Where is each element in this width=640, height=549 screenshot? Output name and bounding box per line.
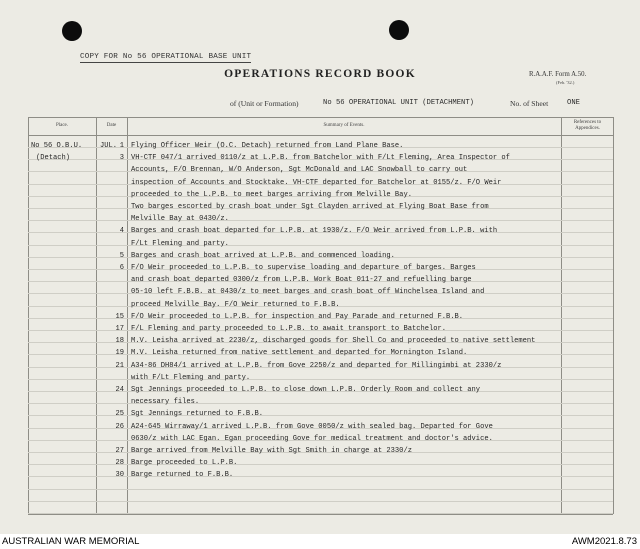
date-summary-divider (127, 117, 128, 514)
entry-day: 24 (115, 386, 124, 394)
entry-text-line: A34-86 DH84/1 arrived at L.P.B. from Gove 2250/z and departed for Millingimbi at 2330/z (131, 362, 502, 370)
unit-label: of (Unit or Formation) (230, 99, 299, 108)
entry-day: 4 (119, 227, 124, 235)
entry-text-line: inspection of Accounts and Stocktake. VH-CTF departed for Batchelor at 0155/z. F/O Weir (131, 179, 502, 187)
entry-text-line: Accounts, F/O Brennan, W/O Anderson, Sgt McDonald and LAC Snowball to carry out (131, 166, 468, 174)
entry-text-line: Barges and crash boat arrived at L.P.B. and commenced loading. (131, 252, 395, 260)
entry-day: 15 (115, 313, 124, 321)
entry-day: 26 (115, 423, 124, 431)
month: JUL. (100, 142, 118, 150)
place-line-2: (Detach) (36, 154, 71, 162)
entry-day: 5 (119, 252, 124, 260)
entry-day: 28 (115, 459, 124, 467)
place-line-1: No 56 O.B.U. (31, 142, 83, 150)
ruled-line (28, 513, 613, 514)
ruled-line (28, 489, 613, 490)
table-left-border (28, 117, 29, 514)
entry-text-line: F/Lt Fleming and party. (131, 240, 229, 248)
entry-text-line: proceeded to the L.P.B. to meet barges arriving from Melville Bay. (131, 191, 412, 199)
entry-day: 1 (119, 142, 124, 150)
unit-value: No 56 OPERATIONAL UNIT (DETACHMENT) (323, 99, 474, 107)
entry-text-line: with F/Lt Fleming and party. (131, 374, 251, 382)
table-top-border (28, 117, 613, 118)
entry-text-line: necessary files. (131, 398, 200, 406)
table-right-border (613, 117, 614, 514)
form-number: R.A.A.F. Form A.50. (529, 71, 587, 78)
punch-hole-right (389, 20, 409, 40)
entry-text-line: Barge proceeded to L.P.B. (131, 459, 238, 467)
entry-text-line: Sgt Jennings returned to F.B.B. (131, 410, 263, 418)
entry-day: 21 (115, 362, 124, 370)
entry-text-line: Sgt Jennings proceeded to L.P.B. to close down L.P.B. Orderly Room and collect any (131, 386, 481, 394)
entry-text-line: M.V. Leisha arrived at 2230/z, discharged goods for Shell Co and proceeded to native settlement (131, 337, 536, 345)
sheet-number: ONE (567, 99, 580, 107)
footer (0, 534, 640, 549)
entry-text-line: M.V. Leisha returned from native settlement and departed for Mornington Island. (131, 349, 468, 357)
entry-day: 19 (115, 349, 124, 357)
entry-day: 25 (115, 410, 124, 418)
entry-text-line: Barge arrived from Melville Bay with Sgt Smith in charge at 2330/z (131, 447, 412, 455)
entry-text-line: A24-645 Wirraway/1 arrived L.P.B. from Gove 0050/z with sealed bag. Departed for Gove (131, 423, 493, 431)
entry-text-line: and crash boat departed 0300/z from L.P.B. Work Boat 011-27 and refuelling barge (131, 276, 472, 284)
form-date: (Feb. '32.) (556, 80, 575, 85)
ruled-line (28, 403, 613, 404)
entry-text-line: Melville Bay at 0430/z. (131, 215, 229, 223)
entry-day: 3 (119, 154, 124, 162)
ruled-line (28, 220, 613, 221)
footer-credit: AUSTRALIAN WAR MEMORIAL (2, 536, 140, 547)
punch-hole-left (62, 21, 82, 41)
col-place-header: Place. (55, 123, 69, 128)
entry-text-line: VH-CTF 047/1 arrived 0110/z at L.P.B. from Batchelor with F/Lt Fleming, Area Inspector of (131, 154, 510, 162)
footer-accession: AWM2021.8.73 (571, 536, 637, 547)
table-bottom-border (28, 514, 613, 515)
entry-text-line: 05-10 left F.B.B. at 0430/z to meet barges and crash boat off Winchelsea Island and (131, 288, 485, 296)
summary-ref-divider (561, 117, 562, 514)
entry-text-line: F/L Fleming and party proceeded to L.P.B. to await transport to Batchelor. (131, 325, 447, 333)
ruled-line (28, 501, 613, 502)
entry-day: 6 (119, 264, 124, 272)
ruled-line (28, 379, 613, 380)
entry-text-line: 0630/z with LAC Egan. Egan proceeding Gove for medical treatment and doctor's advice. (131, 435, 493, 443)
entry-text-line: proceed Melville Bay. F/O Weir returned to F.B.B. (131, 301, 340, 309)
entry-day: 30 (115, 471, 124, 479)
col-summary-header: Summary of Events. (323, 123, 365, 128)
entry-day: 27 (115, 447, 124, 455)
col-date-header: Date (106, 123, 117, 128)
entry-text-line: Barges and crash boat departed for L.P.B. at 1930/z. F/O Weir arrived from L.P.B. with (131, 227, 498, 235)
entry-text-line: Barge returned to F.B.B. (131, 471, 234, 479)
entry-day: 18 (115, 337, 124, 345)
copy-note: COPY FOR No 56 OPERATIONAL BASE UNIT (80, 53, 252, 61)
header-divider (28, 135, 613, 136)
col-references-header: References to Appendices. (573, 120, 602, 131)
entry-text-line: Two barges escorted by crash boat under Sgt Clayden arrived at Flying Boat Base from (131, 203, 489, 211)
page-title: OPERATIONS RECORD BOOK (224, 68, 416, 80)
entry-day: 17 (115, 325, 124, 333)
entry-text-line: Flying Officer Weir (O.C. Detach) returned from Land Plane Base. (131, 142, 404, 150)
entry-text-line: F/O Weir proceeded to L.P.B. for inspection and Pay Parade and returned F.B.B. (131, 313, 464, 321)
sheet-label: No. of Sheet (510, 99, 549, 108)
entry-text-line: F/O Weir proceeded to L.P.B. to supervise loading and departure of barges. Barges (131, 264, 476, 272)
ruled-line (28, 245, 613, 246)
